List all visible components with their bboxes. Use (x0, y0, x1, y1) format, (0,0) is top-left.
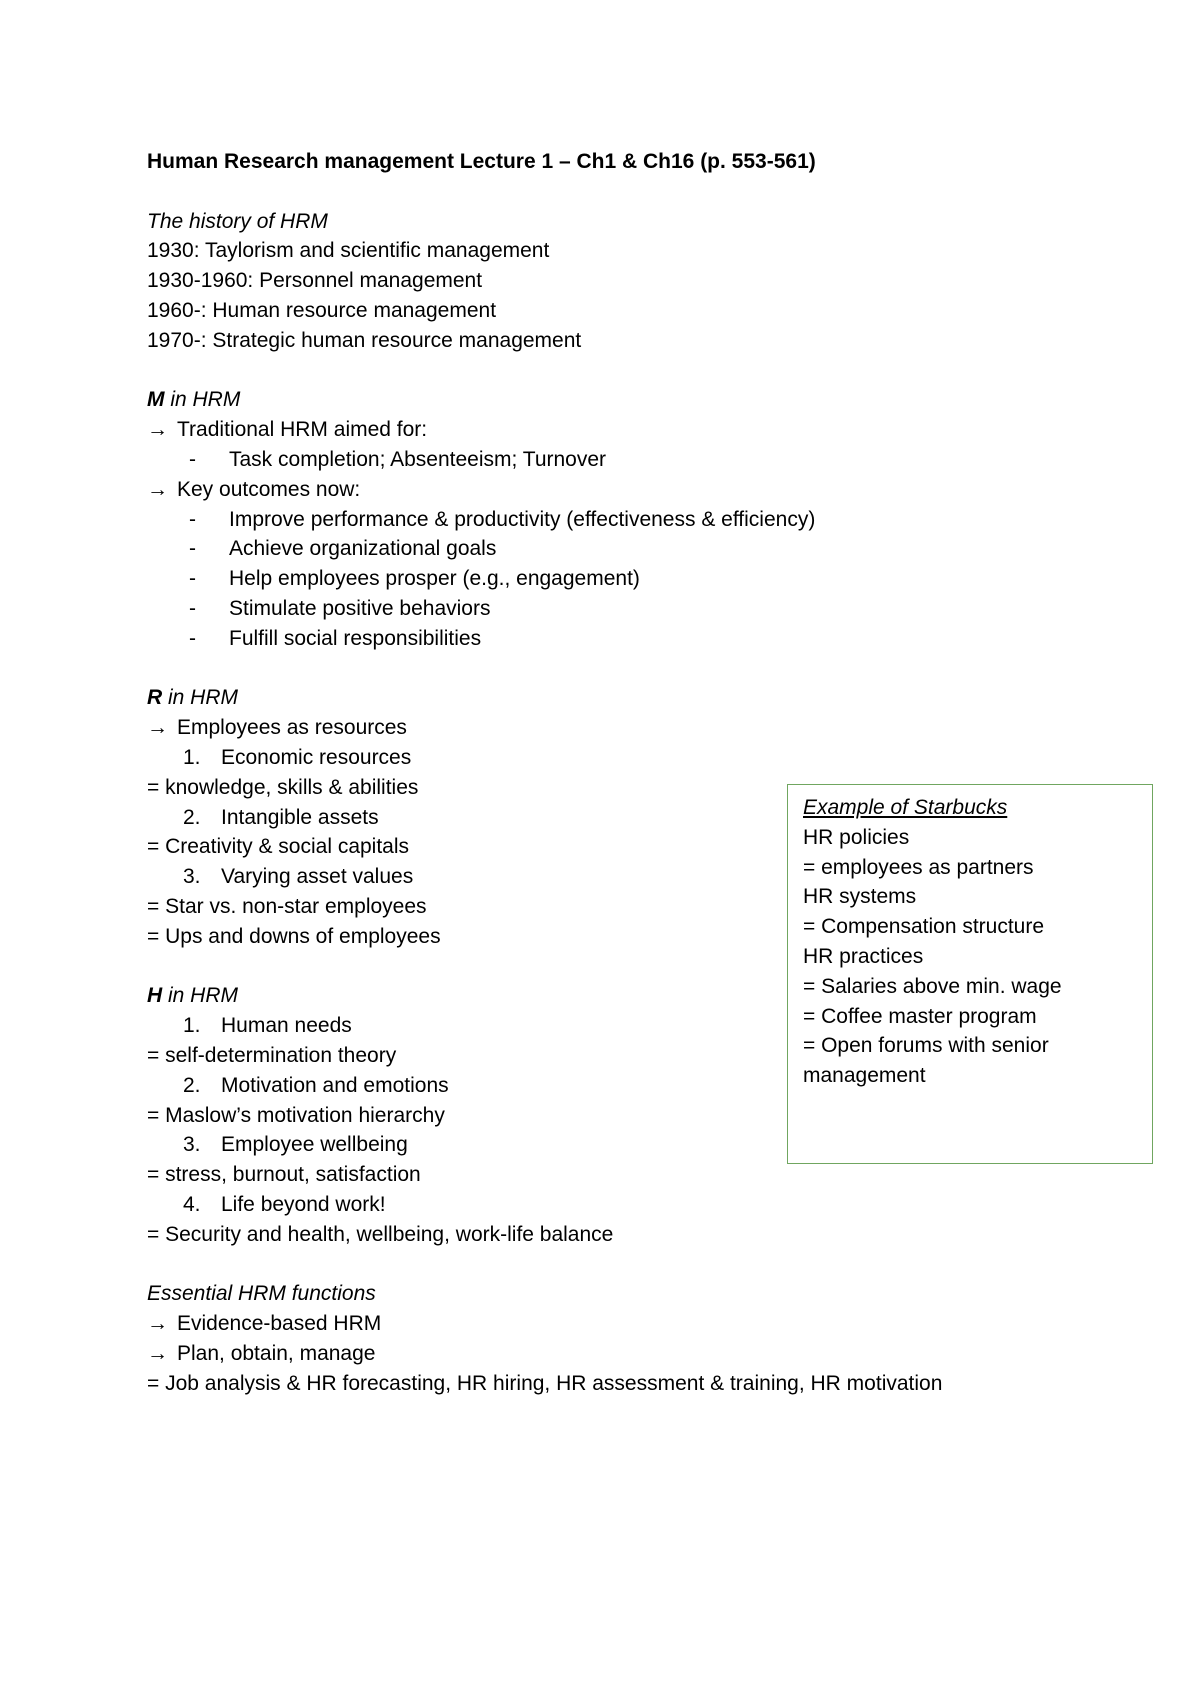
note-line: = knowledge, skills & abilities (147, 775, 419, 799)
starbucks-line: = employees as partners (803, 855, 1034, 879)
h-section-heading: H in HRM (147, 984, 239, 1008)
arrow-line: → Employees as resources (147, 713, 1047, 743)
functions-heading: Essential HRM functions (147, 1282, 376, 1306)
arrow-line: → Key outcomes now: (147, 475, 1047, 505)
r-section-heading: R in HRM (147, 686, 239, 710)
dash-bullet: - (189, 537, 196, 561)
note-line: = Security and health, wellbeing, work-life balance (147, 1222, 614, 1246)
numbered-item: 1. Human needs (183, 1014, 352, 1038)
arrow-icon: → (147, 1341, 168, 1365)
bullet-item: - Stimulate positive behaviors (147, 594, 1047, 624)
m-section-heading: M in HRM (147, 388, 241, 412)
dash-bullet: - (189, 626, 196, 650)
history-heading: The history of HRM (147, 209, 328, 233)
numbered-item: 3. Varying asset values (183, 865, 414, 889)
note-line: = Ups and downs of employees (147, 924, 441, 948)
starbucks-example-box (787, 784, 1153, 1164)
dash-bullet: - (189, 567, 196, 591)
starbucks-heading: Example of Starbucks (803, 796, 1008, 819)
dash-bullet: - (189, 447, 196, 471)
note-line: = Creativity & social capitals (147, 835, 410, 859)
history-item: 1930-1960: Personnel management (147, 269, 483, 293)
document-body (147, 147, 1047, 1398)
arrow-icon: → (147, 477, 168, 501)
note-line: = Star vs. non-star employees (147, 894, 427, 918)
starbucks-line: HR policies (803, 825, 910, 849)
bullet-item: - Improve performance & productivity (effectiveness & efficiency) (147, 505, 1047, 535)
h-letter: H (147, 984, 163, 1008)
starbucks-line: HR practices (803, 944, 924, 968)
history-item: 1930: Taylorism and scientific management (147, 239, 550, 263)
arrow-line: → Traditional HRM aimed for: (147, 415, 1047, 445)
starbucks-line: = Coffee master program (803, 1004, 1037, 1028)
dash-bullet: - (189, 507, 196, 531)
m-letter: M (147, 388, 165, 412)
arrow-icon: → (147, 418, 168, 442)
arrow-icon: → (147, 1312, 168, 1336)
numbered-item: 4. Life beyond work! (183, 1192, 386, 1216)
history-item: 1970-: Strategic human resource management (147, 328, 582, 352)
bullet-item: - Achieve organizational goals (147, 534, 1047, 564)
bullet-item: - Help employees prosper (e.g., engagement) (147, 564, 1047, 594)
numbered-item: 2. Motivation and emotions (183, 1073, 449, 1097)
page-title: Human Research management Lecture 1 – Ch1 & Ch16 (p. 553-561) (147, 150, 816, 173)
note-line: = Job analysis & HR forecasting, HR hiring, HR assessment & training, HR motivation (147, 1371, 943, 1395)
r-letter: R (147, 686, 163, 710)
starbucks-line: = Compensation structure (803, 915, 1045, 939)
starbucks-line: = Salaries above min. wage (803, 974, 1062, 998)
arrow-line: → Plan, obtain, manage (147, 1339, 1047, 1369)
starbucks-line: HR systems (803, 885, 917, 909)
arrow-icon: → (147, 716, 168, 740)
numbered-item: 3. Employee wellbeing (183, 1133, 408, 1157)
numbered-item: 2. Intangible assets (183, 805, 379, 829)
note-line: = Maslow’s motivation hierarchy (147, 1103, 445, 1127)
numbered-item: 1. Economic resources (183, 745, 412, 769)
bullet-item: - Task completion; Absenteeism; Turnover (147, 445, 1047, 475)
note-line: = self-determination theory (147, 1043, 397, 1067)
note-line: = stress, burnout, satisfaction (147, 1163, 421, 1187)
starbucks-line: = Open forums with senior management (803, 1034, 1049, 1088)
bullet-item: - Fulfill social responsibilities (147, 624, 1047, 654)
history-item: 1960-: Human resource management (147, 298, 497, 322)
dash-bullet: - (189, 596, 196, 620)
arrow-line: → Evidence-based HRM (147, 1309, 1047, 1339)
